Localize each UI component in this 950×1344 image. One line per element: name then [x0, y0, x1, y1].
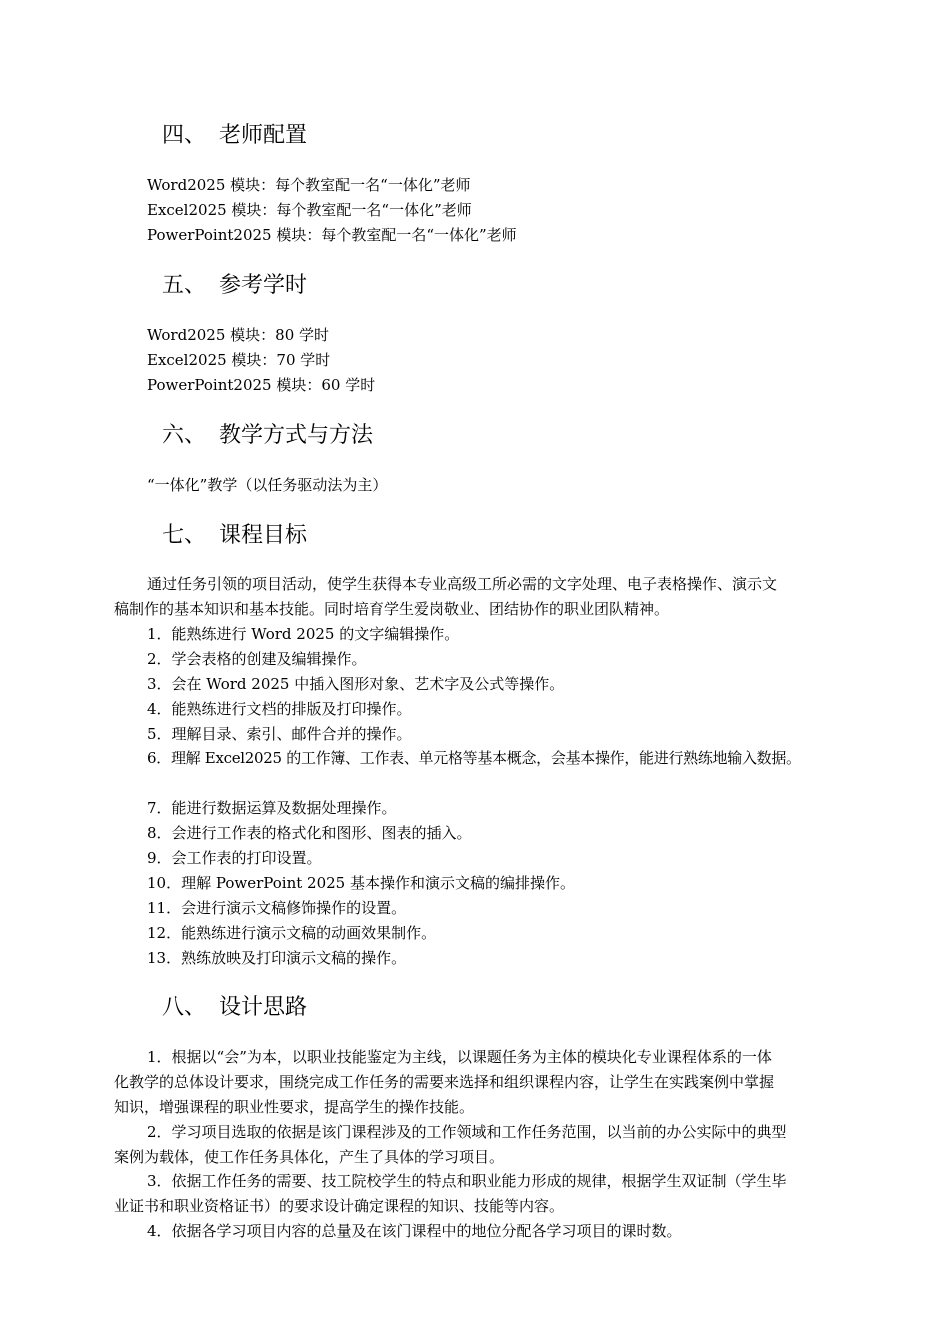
section-number: 五、	[162, 273, 207, 298]
text-line: Word2025 模块：80 学时	[147, 326, 330, 344]
list-item: 7．能进行数据运算及数据处理操作。	[147, 799, 397, 817]
section-number: 七、	[162, 523, 207, 548]
list-item: 11．会进行演示文稿修饰操作的设置。	[147, 899, 407, 917]
list-item: 10．理解 PowerPoint 2025 基本操作和演示文稿的编排操作。	[147, 874, 575, 892]
paragraph-line: 3．依据工作任务的需要、技工院校学生的特点和职业能力形成的规律，根据学生双证制（学生毕	[147, 1172, 787, 1190]
section-heading-6	[162, 422, 373, 450]
text-line: Excel2025 模块：70 学时	[147, 351, 331, 369]
section-number: 四、	[162, 123, 207, 148]
section-number: 八、	[162, 995, 207, 1020]
list-item: 9．会工作表的打印设置。	[147, 849, 322, 867]
text-line: Excel2025 模块：每个教室配一名“一体化”老师	[147, 201, 472, 219]
section-title: 参考学时	[219, 273, 308, 298]
paragraph-line: 通过任务引领的项目活动，使学生获得本专业高级工所必需的文字处理、电子表格操作、演示文	[147, 575, 778, 593]
section-heading-4	[162, 122, 307, 150]
list-item: 1．能熟练进行 Word 2025 的文字编辑操作。	[147, 625, 460, 643]
paragraph-line: 2．学习项目选取的依据是该门课程涉及的工作领域和工作任务范围，以当前的办公实际中的典型	[147, 1123, 787, 1141]
section-title: 教学方式与方法	[219, 423, 374, 448]
text-line: “一体化”教学（以任务驱动法为主）	[147, 476, 388, 494]
section-number: 六、	[162, 423, 207, 448]
text-line: PowerPoint2025 模块：60 学时	[147, 376, 376, 394]
list-item: 5．理解目录、索引、邮件合并的操作。	[147, 725, 412, 743]
text-line: PowerPoint2025 模块：每个教室配一名“一体化”老师	[147, 226, 517, 244]
section-heading-5	[162, 272, 307, 300]
list-item: 6．理解 Excel2025 的工作簿、工作表、单元格等基本概念，会基本操作，能进行熟练地输入数据。	[147, 749, 801, 767]
section-title: 老师配置	[219, 123, 308, 148]
paragraph-line: 化教学的总体设计要求，围绕完成工作任务的需要来选择和组织课程内容，让学生在实践案例中掌握	[114, 1073, 775, 1091]
list-item: 4．能熟练进行文档的排版及打印操作。	[147, 700, 412, 718]
section-heading-8	[162, 994, 307, 1022]
paragraph-line: 案例为载体，使工作任务具体化，产生了具体的学习项目。	[114, 1148, 505, 1166]
section-title: 设计思路	[219, 995, 308, 1020]
list-item: 8．会进行工作表的格式化和图形、图表的插入。	[147, 824, 472, 842]
paragraph-line: 1．根据以“会”为本，以职业技能鉴定为主线，以课题任务为主体的模块化专业课程体系的一体	[147, 1048, 772, 1066]
list-item: 12．能熟练进行演示文稿的动画效果制作。	[147, 924, 437, 942]
paragraph-line: 稿制作的基本知识和基本技能。同时培育学生爱岗敬业、团结协作的职业团队精神。	[114, 600, 670, 618]
text-line: Word2025 模块：每个教室配一名“一体化”老师	[147, 176, 471, 194]
section-title: 课程目标	[219, 523, 308, 548]
paragraph-line: 业证书和职业资格证书）的要求设计确定课程的知识、技能等内容。	[114, 1197, 565, 1215]
paragraph-line: 4．依据各学习项目内容的总量及在该门课程中的地位分配各学习项目的课时数。	[147, 1222, 682, 1240]
list-item: 3．会在 Word 2025 中插入图形对象、艺术字及公式等操作。	[147, 675, 565, 693]
section-heading-7	[162, 522, 307, 550]
list-item: 13．熟练放映及打印演示文稿的操作。	[147, 949, 407, 967]
list-item: 2．学会表格的创建及编辑操作。	[147, 650, 367, 668]
paragraph-line: 知识，增强课程的职业性要求，提高学生的操作技能。	[114, 1098, 475, 1116]
